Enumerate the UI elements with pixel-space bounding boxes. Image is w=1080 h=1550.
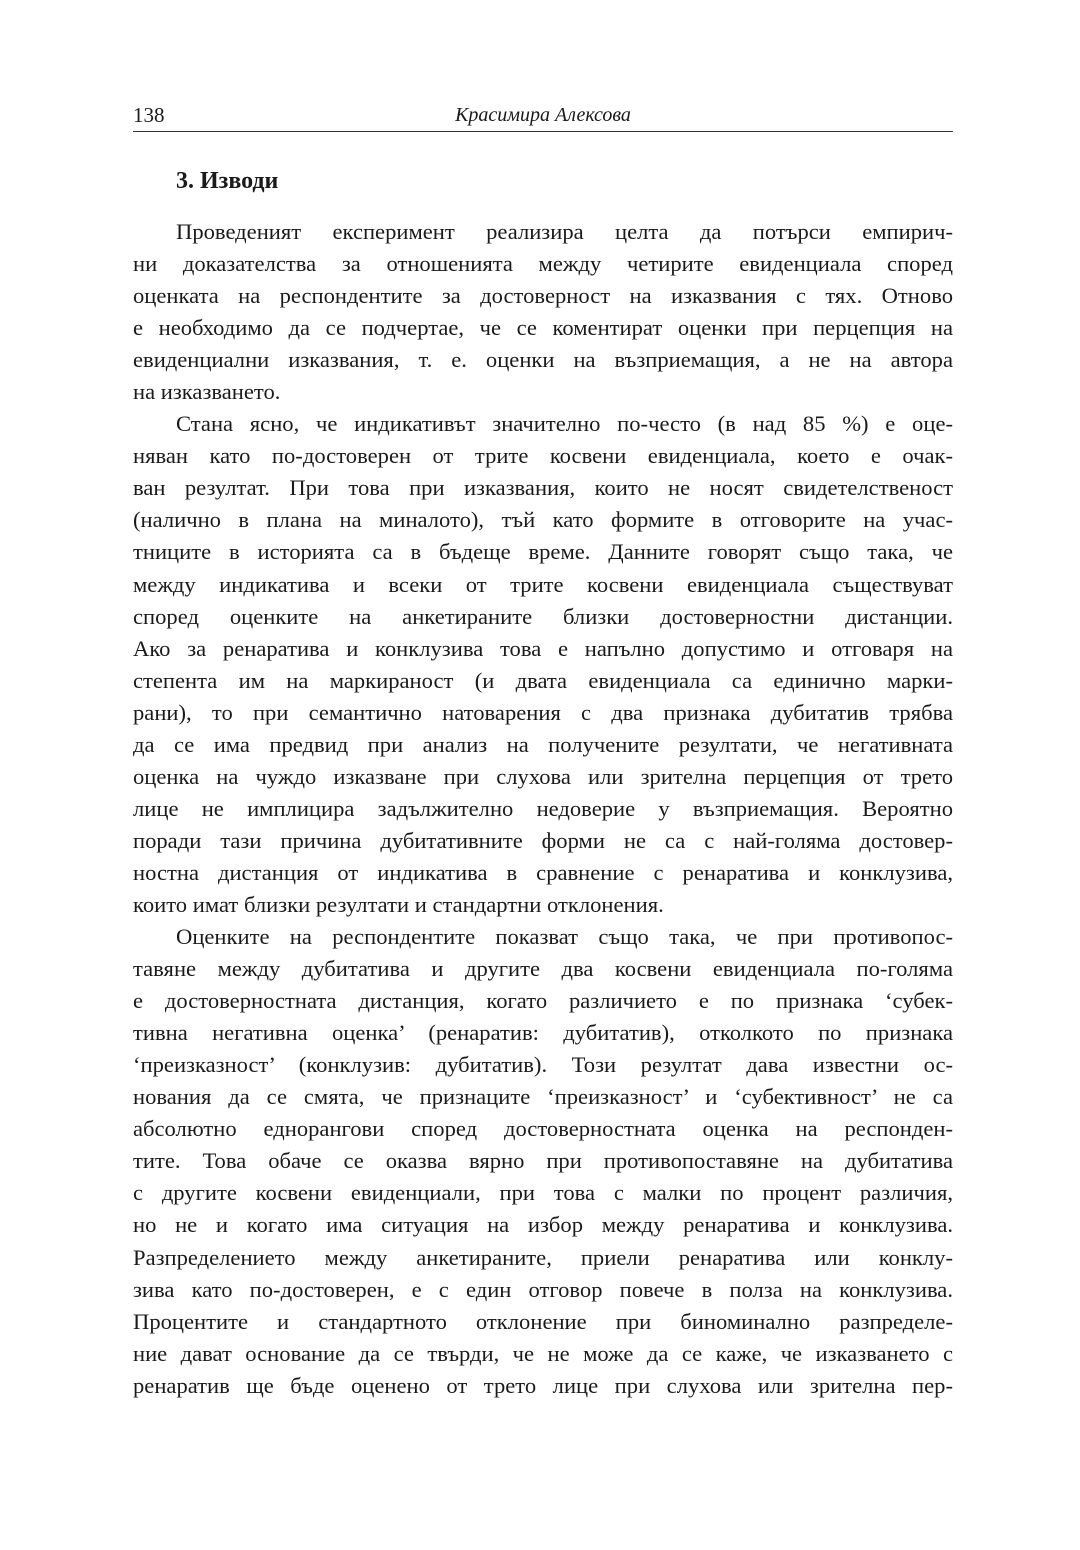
- text-line: ренаратив ще бъде оценено от трето лице при слухова или зрителна пер-: [133, 1372, 953, 1398]
- text-line: Ако за ренаратива и конклузива това е напълно допустимо и отговаря на: [133, 635, 953, 661]
- text-line: поради тази причина дубитативните форми не са с най-голяма достовер-: [133, 827, 953, 853]
- text-line: Разпределението между анкетираните, приели ренаратива или конклу-: [133, 1244, 953, 1270]
- running-head: [133, 103, 953, 132]
- text-line: на изказването.: [133, 379, 281, 405]
- text-line: оценка на чуждо изказване при слухова или зрителна перцепция от трето: [133, 763, 953, 789]
- text-line: Оценките на респондентите показват също така, че при противопос-: [176, 924, 953, 950]
- text-line: абсолютно еднорангови според достоверностната оценка на респонден-: [133, 1116, 953, 1142]
- text-line: (налично в плана на миналото), тъй като формите в отговорите на учас-: [133, 507, 953, 533]
- text-line: според оценките на анкетираните близки достоверностни дистанции.: [133, 603, 953, 629]
- text-line: няван като по-достоверен от трите косвени евиденциала, което е очак-: [133, 443, 953, 469]
- text-line: ностна дистанция от индикатива в сравнение с ренаратива и конклузива,: [133, 859, 953, 885]
- text-line: Проведеният експеримент реализира целта да потърси емпирич-: [176, 219, 953, 244]
- text-line: да се има предвид при анализ на получените резултати, че негативната: [133, 731, 953, 757]
- section-title: 3. Изводи: [176, 168, 279, 194]
- text-line: нования да се смята, че признаците ‘преизказност’ и ‘субективност’ не са: [133, 1084, 953, 1110]
- text-line: ни доказателства за отношенията между четирите евиденциала според: [133, 251, 953, 277]
- text-line: ван резултат. При това при изказвания, които не носят свидетелственост: [133, 475, 953, 501]
- text-line: е необходимо да се подчертае, че се коментират оценки при перцепция на: [133, 315, 953, 341]
- text-line: лице не имплицира задължително недоверие у възприемащия. Вероятно: [133, 795, 953, 821]
- text-line: оценката на респондентите за достоверност на изказвания с тях. Отново: [133, 283, 953, 309]
- text-line: ‘преизказност’ (конклузив: дубитатив). Този резултат дава известни ос-: [133, 1052, 953, 1078]
- text-line: рани), то при семантично натоварения с два признака дубитатив трябва: [133, 699, 953, 725]
- body-text: [133, 216, 953, 1402]
- text-line: степента им на маркираност (и двата евиденциала са единично марки-: [133, 667, 953, 693]
- text-line: между индикатива и всеки от трите косвени евиденциала съществуват: [133, 571, 953, 597]
- text-line: зива като по-достоверен, е с един отговор повече в полза на конклузива.: [133, 1276, 953, 1302]
- text-line: тите. Това обаче се оказва вярно при противопоставяне на дубитатива: [133, 1148, 953, 1174]
- page-number: 138: [133, 103, 165, 127]
- text-line: е достоверностната дистанция, когато различието е по признака ‘субек-: [133, 988, 953, 1014]
- text-line: които имат близки резултати и стандартни отклонения.: [133, 891, 664, 917]
- text-line: тивна негативна оценка’ (ренаратив: дубитатив), отколкото по признака: [133, 1020, 953, 1046]
- running-head-author: Красимира Алексова: [455, 104, 631, 126]
- text-line: тавяне между дубитатива и другите два косвени евиденциала по-голяма: [133, 956, 953, 982]
- text-line: евиденциални изказвания, т. е. оценки на възприемащия, а не на автора: [133, 347, 953, 373]
- text-line: но не и когато има ситуация на избор между ренаратива и конклузива.: [133, 1212, 953, 1238]
- text-line: с другите косвени евиденциали, при това с малки по процент различия,: [133, 1180, 953, 1206]
- text-line: тниците в историята са в бъдеще време. Данните говорят също така, че: [133, 539, 953, 565]
- text-line: ние дават основание да се твърди, че не може да се каже, че изказването с: [133, 1340, 953, 1366]
- text-line: Стана ясно, че индикативът значително по-често (в над 85 %) е оце-: [176, 411, 953, 437]
- text-line: Процентите и стандартното отклонение при биноминално разпределе-: [133, 1308, 953, 1334]
